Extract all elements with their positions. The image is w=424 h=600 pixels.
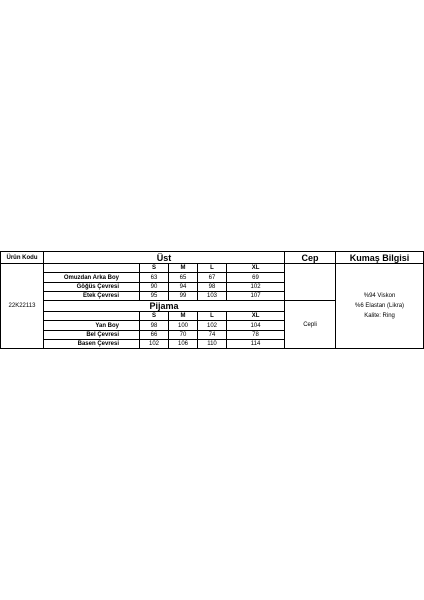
- measure-label: Yan Boy: [44, 321, 140, 330]
- bottom-size-s: S: [140, 312, 169, 321]
- header-row: [1, 252, 424, 264]
- measure-label: Bel Çevresi: [44, 330, 140, 339]
- pocket-header: Cep: [285, 252, 336, 264]
- measure-value: 94: [169, 282, 198, 291]
- measure-value: 98: [198, 282, 227, 291]
- measure-value: 95: [140, 291, 169, 300]
- measure-value: 63: [140, 273, 169, 282]
- top-size-s: S: [140, 264, 169, 273]
- measure-label: Etek Çevresi: [44, 291, 140, 300]
- bottom-sizes-corner: [44, 312, 140, 321]
- fabric-line-2: %6 Elastan (Likra): [355, 303, 405, 310]
- measure-value: 70: [169, 330, 198, 339]
- measure-label: Göğüs Çevresi: [44, 282, 140, 291]
- pocket-blank-top: [285, 264, 336, 301]
- measure-value: 106: [169, 339, 198, 348]
- product-code-header: Ürün Kodu: [1, 252, 44, 264]
- top-size-m: M: [169, 264, 198, 273]
- measure-value: 103: [198, 291, 227, 300]
- measure-value: 110: [198, 339, 227, 348]
- measure-value: 78: [227, 330, 285, 339]
- measure-value: 99: [169, 291, 198, 300]
- bottom-section-title: Pijama: [44, 301, 285, 312]
- measure-value: 102: [227, 282, 285, 291]
- product-code: 22K22113: [1, 264, 44, 349]
- measure-label: Omuzdan Arka Boy: [44, 273, 140, 282]
- fabric-info-header: Kumaş Bilgisi: [336, 252, 424, 264]
- measure-value: 69: [227, 273, 285, 282]
- top-size-l: L: [198, 264, 227, 273]
- measure-value: 98: [140, 321, 169, 330]
- bottom-size-l: L: [198, 312, 227, 321]
- top-sizes-row: [1, 264, 424, 273]
- measure-value: 65: [169, 273, 198, 282]
- measure-value: 74: [198, 330, 227, 339]
- top-section-header: Üst: [44, 252, 285, 264]
- fabric-line-1: %94 Viskon: [363, 293, 396, 300]
- measure-value: 107: [227, 291, 285, 300]
- measure-value: 102: [198, 321, 227, 330]
- top-size-xl: XL: [227, 264, 285, 273]
- bottom-size-xl: XL: [227, 312, 285, 321]
- measure-value: 104: [227, 321, 285, 330]
- measure-value: 66: [140, 330, 169, 339]
- top-sizes-corner: [44, 264, 140, 273]
- bottom-size-m: M: [169, 312, 198, 321]
- measure-value: 114: [227, 339, 285, 348]
- fabric-line-3: Kalite: Ring: [364, 313, 395, 320]
- measure-value: 67: [198, 273, 227, 282]
- pocket-value: Cepli: [285, 301, 336, 349]
- size-chart-table: [0, 251, 424, 349]
- measure-value: 100: [169, 321, 198, 330]
- measure-label: Basen Çevresi: [44, 339, 140, 348]
- fabric-info: [336, 264, 424, 349]
- measure-value: 102: [140, 339, 169, 348]
- measure-value: 90: [140, 282, 169, 291]
